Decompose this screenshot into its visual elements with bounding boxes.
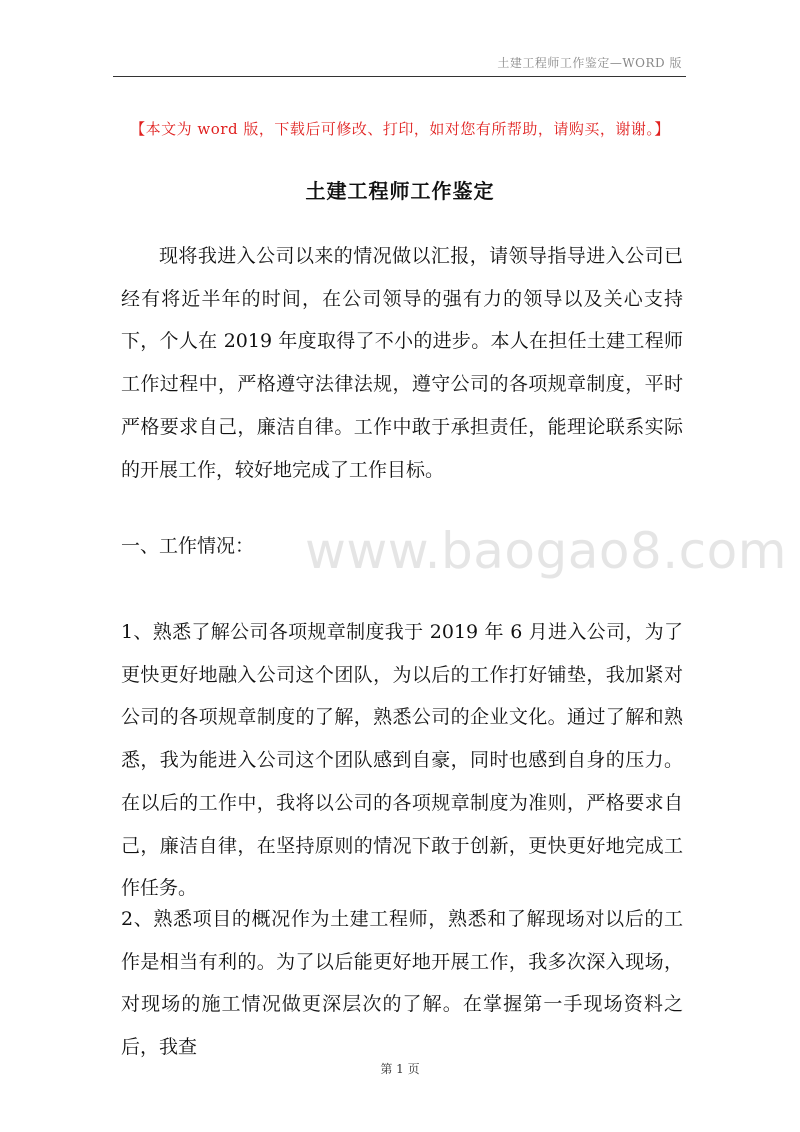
page-header-title: 土建工程师工作鉴定—WORD 版 — [497, 56, 682, 70]
document-title: 土建工程师工作鉴定 — [305, 179, 495, 203]
header-divider — [113, 76, 686, 77]
section-heading-work-status: 一、工作情况： — [121, 535, 255, 557]
paragraph-item-2: 2、熟悉项目的概况作为土建工程师，熟悉和了解现场对以后的工作是相当有利的。为了以后能更好地开展工作，我多次深入现场，对现场的施工情况做更深层次的了解。在掌握第一手现场资料之后，我查 — [121, 908, 683, 1059]
watermark-text: www.baogao8.com — [305, 522, 787, 580]
paragraph-intro: 现将我进入公司以来的情况做以汇报，请领导指导进入公司已经有将近半年的时间，在公司领导的强有力的领导以及关心支持下，个人在 2019 年度取得了不小的进步。本人在担任土建工程师工作过程中，严格遵守法律法规，遵守公司的各项规章制度，平时严格要求自己，廉洁自律。工作中敢于承担责任，能理论联系实际的开展工作，较好地完成了工作目标。 — [121, 245, 683, 481]
download-notice: 【本文为 word 版，下载后可修改、打印，如对您有所帮助，请购买，谢谢。】 — [130, 120, 670, 138]
paragraph-item-1: 1、熟悉了解公司各项规章制度我于 2019 年 6 月进入公司，为了更快更好地融入公司这个团队，为以后的工作打好铺垫，我加紧对公司的各项规章制度的了解，熟悉公司的企业文化。通过了解和熟悉，我为能进入公司这个团队感到自豪，同时也感到自身的压力。在以后的工作中，我将以公司的各项规章制度为准则，严格要求自己，廉洁自律，在坚持原则的情况下敢于创新，更快更好地完成工作任务。 — [121, 621, 683, 900]
page-number: 第 1 页 — [380, 1062, 420, 1076]
